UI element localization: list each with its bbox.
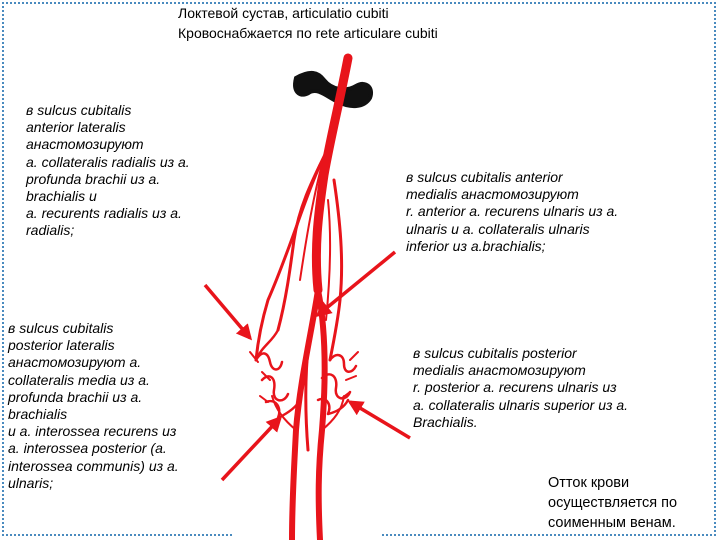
text-posterior-medial: в sulcus cubitalis posterior medialis анастомозируют r. posterior a. recurens ulnaris из a. collateralis ulnaris superior из a. Brachialis. <box>413 345 629 430</box>
title-line-1: Локтевой сустав, articulatio cubiti <box>178 5 389 21</box>
text-posterior-lateral: в sulcus cubitalis posterior lateralis анастомозируют a. collateralis media из a. profunda brachii из a. brachialis и a. interossea recurens из a. interossea posterior (a. interossea communis) из a. ulnaris; <box>8 320 179 491</box>
text-anterior-lateral: в sulcus cubitalis anterior lateralis анастомозируют a. collateralis radialis из a. profunda brachii из a. brachialis и a. recurents radialis из a. radialis; <box>26 102 190 239</box>
text-anterior-medial: в sulcus cubitalis anterior medialis анастомозируют r. anterior a. recurens ulnaris из a. ulnaris и a. collateralis ulnaris inferior из a.brachialis; <box>406 169 619 254</box>
illustration-panel <box>233 55 381 540</box>
title-line-2: Кровоснабжается по rete articulare cubiti <box>178 25 438 41</box>
venous-outflow-caption: Отток крови осуществляется по соименным венам. <box>548 475 678 531</box>
